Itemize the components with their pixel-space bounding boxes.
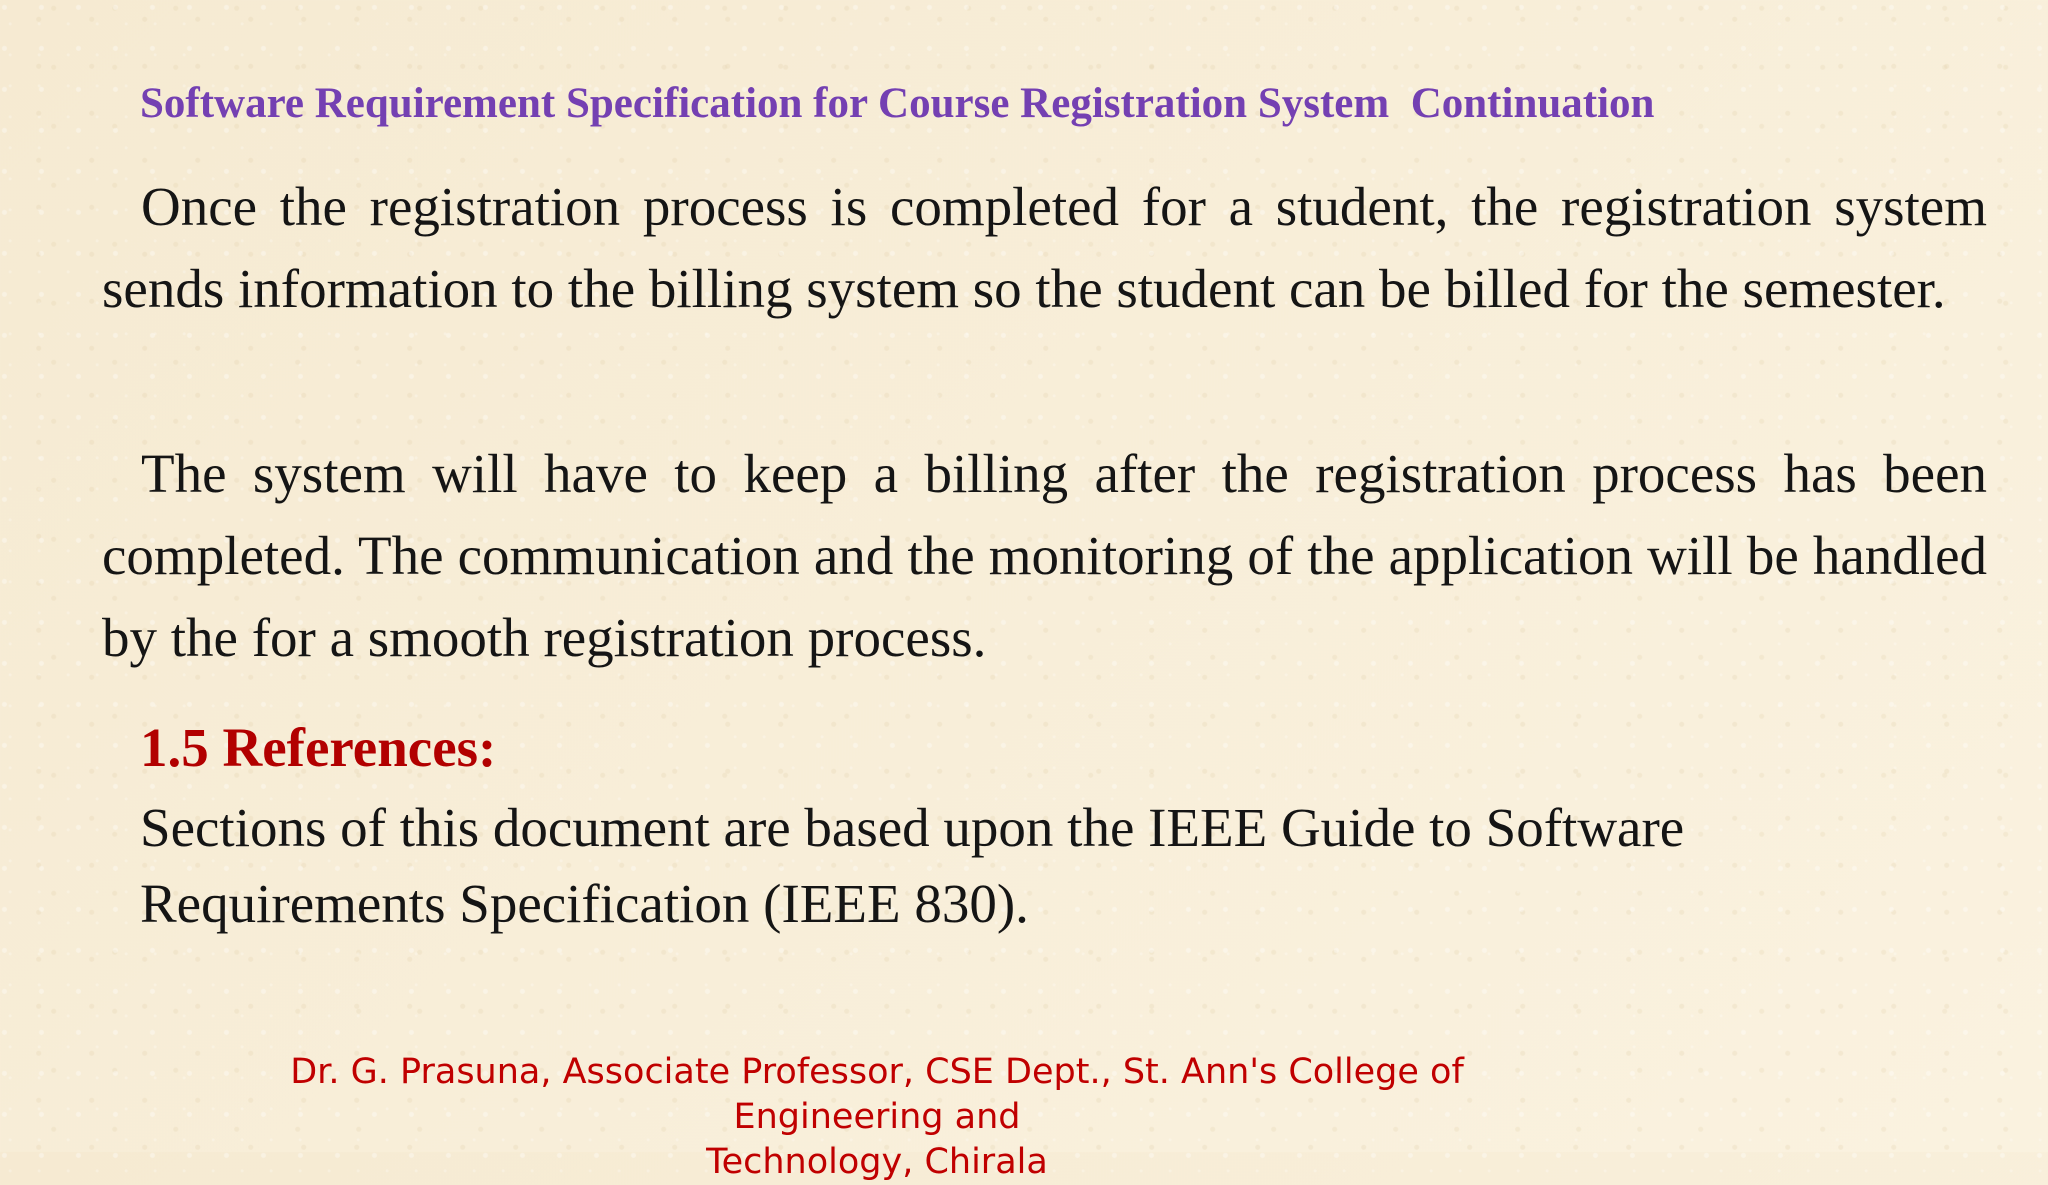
billing-monitoring-paragraph: The system will have to keep a billing after the registration process has been completed. The communication and the monitoring of the application will be handled by the for a smooth registration process. [102,443,1987,668]
registration-billing-paragraph: Once the registration process is completed for a student, the registration system sends information to the billing system so the student can be billed for the semester. [102,176,1987,319]
slide-footer [227,1050,1527,1185]
references-heading: 1.5 References: [140,717,497,778]
references-text: Sections of this document are based upon the IEEE Guide to Software Requirements Specification (IEEE 830). [140,797,1685,934]
references-section [140,716,1840,942]
slide-title: Software Requirement Specification for Course Registration System Continuation [140,80,1655,127]
footer-line-1: Dr. G. Prasuna, Associate Professor, CSE Dept., St. Ann's College of Engineering and [290,1052,1464,1137]
footer-line-2: Technology, Chirala [706,1142,1048,1182]
